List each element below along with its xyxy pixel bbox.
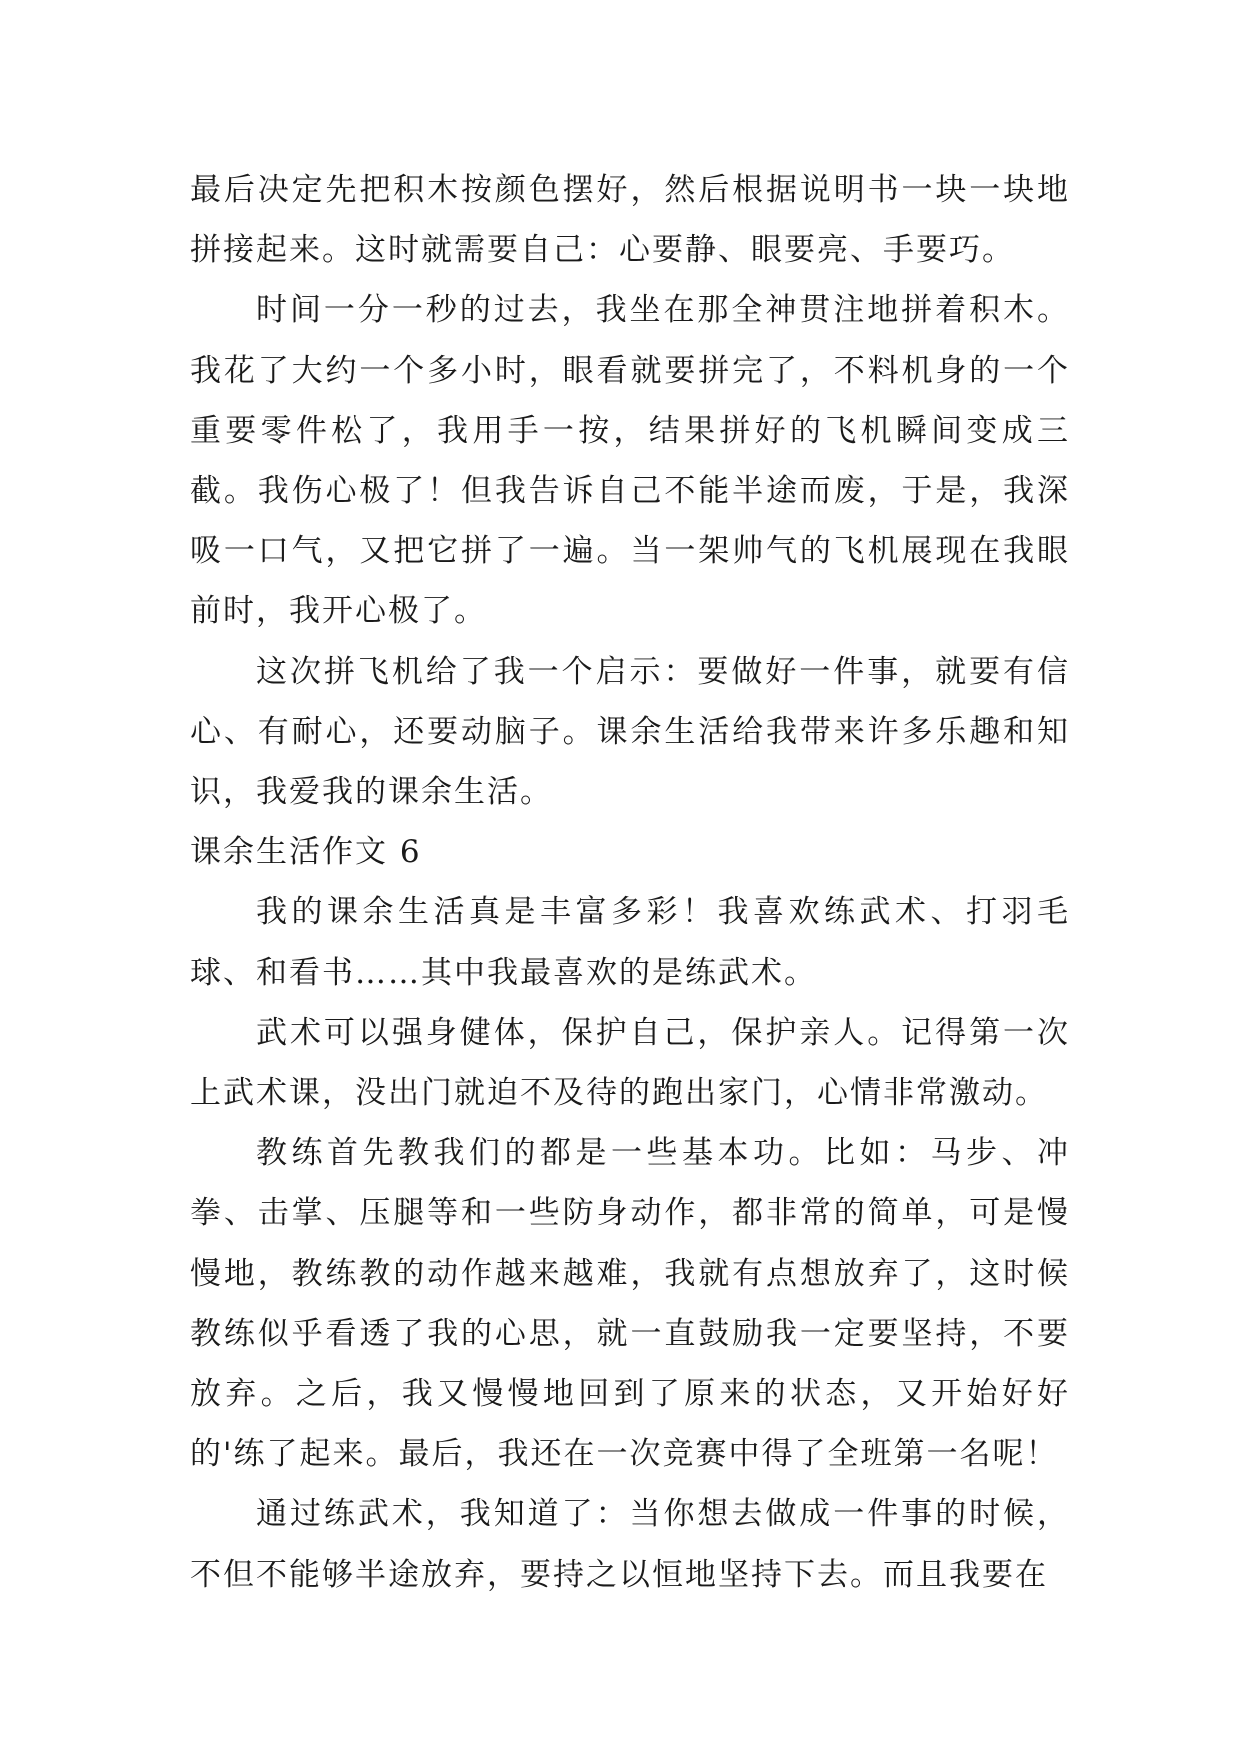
paragraph-6: 教练首先教我们的都是一些基本功。比如：马步、冲拳、击掌、压腿等和一些防身动作，都非常的简单，可是慢慢地，教练教的动作越来越难，我就有点想放弃了，这时候教练似乎看透了我的心思，就一直鼓励我一定要坚持，不要放弃。之后，我又慢慢地回到了原来的状态，又开始好好的'练了起来。最后，我还在一次竞赛中得了全班第一名呢！ [190,1135,1070,1473]
paragraph-2: 时间一分一秒的过去，我坐在那全神贯注地拼着积木。我花了大约一个多小时，眼看就要拼完了，不料机身的一个重要零件松了，我用手一按，结果拼好的飞机瞬间变成三截。我伤心极了！但我告诉自己不能半途而废，于是，我深吸一口气，又把它拼了一遍。当一架帅气的飞机展现在我眼前时，我开心极了。 [190,292,1070,630]
paragraph-1: 最后决定先把积木按颜色摆好，然后根据说明书一块一块地拼接起来。这时就需要自己：心要静、眼要亮、手要巧。 [190,172,1070,269]
paragraph-5: 武术可以强身健体，保护自己，保护亲人。记得第一次上武术课，没出门就迫不及待的跑出家门，心情非常激动。 [190,1014,1070,1112]
section-heading: 课余生活作文 6 [190,834,422,871]
paragraph-4: 我的课余生活真是丰富多彩！我喜欢练武术、打羽毛球、和看书……其中我最喜欢的是练武术。 [190,894,1070,991]
document-body [190,160,1070,1605]
paragraph-7: 通过练武术，我知道了：当你想去做成一件事的时候，不但不能够半途放弃，要持之以恒地坚持下去。而且我要在 [190,1496,1070,1593]
paragraph-3: 这次拼飞机给了我一个启示：要做好一件事，就要有信心、有耐心，还要动脑子。课余生活给我带来许多乐趣和知识，我爱我的课余生活。 [190,653,1070,811]
